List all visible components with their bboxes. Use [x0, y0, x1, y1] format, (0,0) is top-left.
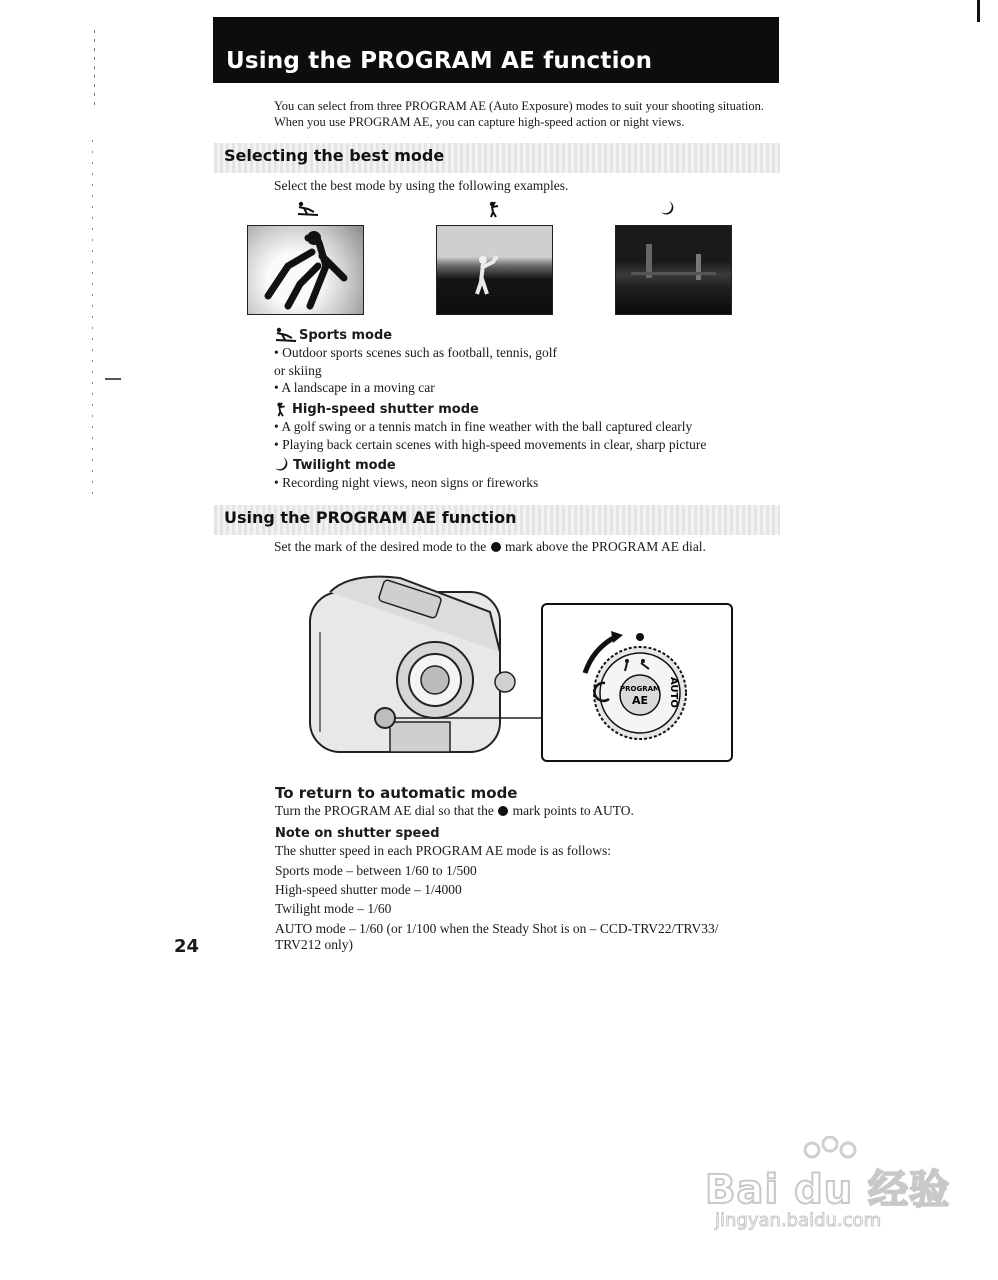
- bullet-text: Outdoor sports scenes such as football, tennis, golf or skiing: [274, 345, 557, 378]
- bullet-dot-icon: [498, 806, 508, 816]
- dial-auto-label: AUTO: [668, 677, 679, 708]
- photo-golf: [436, 225, 553, 315]
- skier-figure: [248, 226, 363, 314]
- dial-center-line2: AE: [631, 694, 649, 707]
- note-line: Twilight mode – 1/60: [275, 901, 392, 916]
- page-title-bar: [213, 17, 779, 83]
- photo-sports: [247, 225, 364, 315]
- bullet-dot-icon: [491, 542, 501, 552]
- selecting-intro: Select the best mode by using the following examples.: [274, 178, 569, 193]
- note-line: AUTO mode – 1/60 (or 1/100 when the Steady Shot is on – CCD-TRV22/TRV33/: [275, 921, 719, 936]
- list-item: • A landscape in a moving car: [274, 380, 435, 395]
- moon-icon: [660, 200, 674, 216]
- golfer-icon: [625, 659, 629, 663]
- note-line: The shutter speed in each PROGRAM AE mode is as follows:: [275, 843, 611, 858]
- mode-title-sports: Sports mode: [299, 328, 393, 343]
- section-heading-using: [214, 505, 780, 535]
- margin-dots: [92, 140, 93, 500]
- note-line: TRV212 only): [275, 937, 354, 952]
- program-ae-dial: [543, 605, 731, 760]
- moon-icon: [274, 456, 288, 472]
- return-text-part: Turn the PROGRAM AE dial so that the: [275, 803, 494, 818]
- list-item: • Playing back certain scenes with high-speed movements in clear, sharp picture: [274, 437, 707, 452]
- mode-title-high-speed: High-speed shutter mode: [292, 402, 479, 417]
- instruction-text: Set the mark of the desired mode to the: [274, 539, 487, 554]
- golfer-icon: [486, 200, 504, 218]
- mode-title-twilight: Twilight mode: [293, 458, 396, 473]
- night-skyline: [616, 226, 731, 314]
- note-line: Sports mode – between 1/60 to 1/500: [275, 863, 477, 878]
- index-dot-icon: [636, 633, 644, 641]
- margin-mark: [977, 0, 980, 22]
- sports-icon: [296, 200, 320, 216]
- list-item: • Outdoor sports scenes such as football, tennis, golf or skiing: [274, 345, 557, 378]
- dial-center-line1: PROGRAM: [620, 685, 660, 693]
- return-text-part: mark points to AUTO.: [512, 803, 634, 818]
- golfer-figure: [437, 226, 552, 314]
- return-heading: To return to automatic mode: [275, 784, 518, 802]
- list-item: • A golf swing or a tennis match in fine weather with the ball captured clearly: [274, 419, 693, 434]
- golfer-icon: [274, 400, 290, 418]
- bullet-text: Recording night views, neon signs or fireworks: [282, 475, 539, 490]
- section-heading-selecting: [214, 143, 780, 173]
- page-title: Using the PROGRAM AE function: [226, 48, 653, 74]
- watermark-url: jingyan.baidu.com: [715, 1210, 882, 1231]
- page-number: 24: [174, 936, 200, 957]
- intro-text: You can select from three PROGRAM AE (Auto Exposure) modes to suit your shooting situation. When you use PROGRAM AE, you can capture high-speed action or night views.: [274, 99, 765, 129]
- note-line: High-speed shutter mode – 1/4000: [275, 882, 462, 897]
- using-instruction: [274, 538, 706, 555]
- margin-dash: [105, 378, 121, 380]
- section-heading-text: Using the PROGRAM AE function: [224, 508, 517, 527]
- dial-detail-box: [541, 603, 733, 762]
- instruction-text: mark above the PROGRAM AE dial.: [504, 539, 706, 554]
- bullet-text: A golf swing or a tennis match in fine weather with the ball captured clearly: [281, 419, 693, 434]
- sports-icon: [274, 326, 298, 342]
- bullet-text: A landscape in a moving car: [281, 380, 435, 395]
- section-heading-text: Selecting the best mode: [224, 146, 445, 165]
- photo-twilight: [615, 225, 732, 315]
- watermark-brand: Bai du 经验: [705, 1167, 951, 1213]
- note-heading: Note on shutter speed: [275, 826, 440, 841]
- bullet-text: Playing back certain scenes with high-speed movements in clear, sharp picture: [282, 437, 707, 452]
- camcorder-illustration: [290, 572, 550, 764]
- return-text: [275, 802, 634, 819]
- list-item: • Recording night views, neon signs or fireworks: [274, 475, 539, 490]
- margin-dots: [94, 30, 95, 110]
